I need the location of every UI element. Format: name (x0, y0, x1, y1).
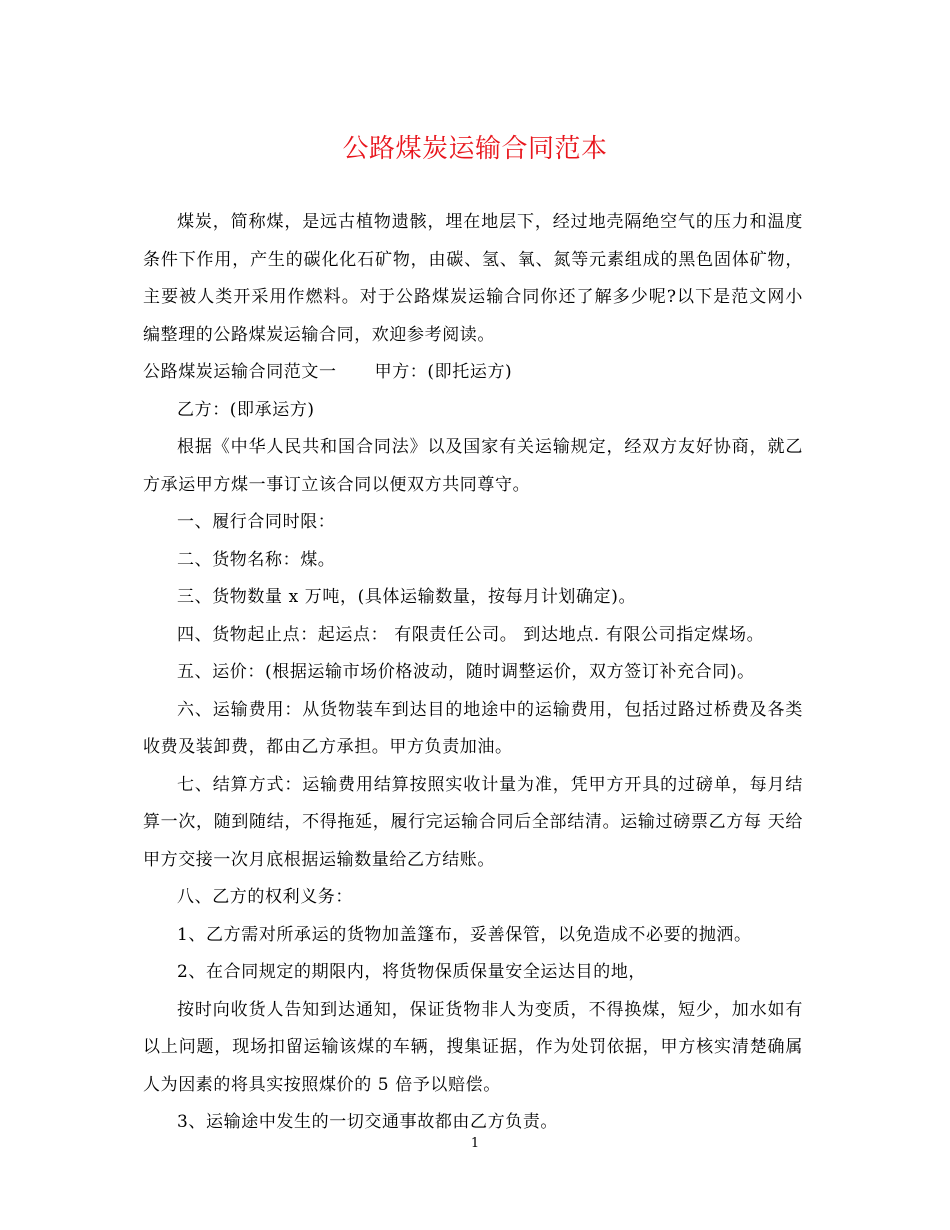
document-title: 公路煤炭运输合同范本 (342, 134, 608, 164)
clause-8: 八、乙方的权利义务： (177, 887, 353, 907)
clause-6: 六、运输费用：从货物装车到达目的地途中的运输费用，包括过路过桥费及各类收费及装卸费，都由乙方承担。甲方负责加油。 (143, 699, 803, 757)
clause-4: 四、货物起止点：起运点： 有限责任公司。 到达地点. 有限公司指定煤场。 (177, 624, 765, 645)
clause-8-item-1: 1、乙方需对所承运的货物加盖篷布，妥善保管，以免造成不必要的抛洒。 (177, 924, 752, 945)
party-a-label: 甲方：(即托运方) (374, 362, 513, 382)
clause-7: 七、结算方式：运输费用结算按照实收计量为准，凭甲方开具的过磅单，每月结算一次，随到随结，不得拖延，履行完运输合同后全部结清。运输过磅票乙方每 天给甲方交接一次月底根据运输数量给乙方结账。 (143, 774, 803, 870)
contract-heading-line (143, 354, 803, 392)
clause-3: 三、货物数量 x 万吨，(具体运输数量，按每月计划确定)。 (177, 587, 637, 607)
page-number: 1 (470, 1136, 480, 1151)
document-body (143, 204, 803, 1142)
intro-paragraph: 煤炭，简称煤，是远古植物遗骸，埋在地层下，经过地壳隔绝空气的压力和温度条件下作用，产生的碳化化石矿物，由碳、氢、氧、氮等元素组成的黑色固体矿物，主要被人类开采用作燃料。对于公路煤炭运输合同你还了解多少呢?以下是范文网小编整理的公路煤炭运输合同，欢迎参考阅读。 (143, 212, 803, 345)
clause-8-item-2-detail: 按时向收货人告知到达通知，保证货物非人为变质，不得换煤，短少，加水如有以上问题，现场扣留运输该煤的车辆，搜集证据，作为处罚依据，甲方核实清楚确属人为因素的将具实按照煤价的 5 倍予以赔偿。 (143, 999, 803, 1095)
clause-2: 二、货物名称：煤。 (177, 549, 336, 570)
clause-8-item-3: 3、运输途中发生的一切交通事故都由乙方负责。 (177, 1112, 559, 1132)
clause-8-item-2: 2、在合同规定的期限内，将货物保质保量安全运达目的地， (177, 962, 647, 982)
contract-preamble: 根据《中华人民共和国合同法》以及国家有关运输规定，经双方友好协商，就乙方承运甲方煤一事订立该合同以便双方共同尊守。 (143, 437, 803, 495)
clause-1: 一、履行合同时限： (177, 512, 336, 532)
contract-sample-title: 公路煤炭运输合同范文一 (143, 362, 337, 382)
party-b-label: 乙方：(即承运方) (177, 399, 315, 420)
clause-5: 五、运价：(根据运输市场价格波动，随时调整运价，双方签订补充合同)。 (177, 662, 755, 682)
